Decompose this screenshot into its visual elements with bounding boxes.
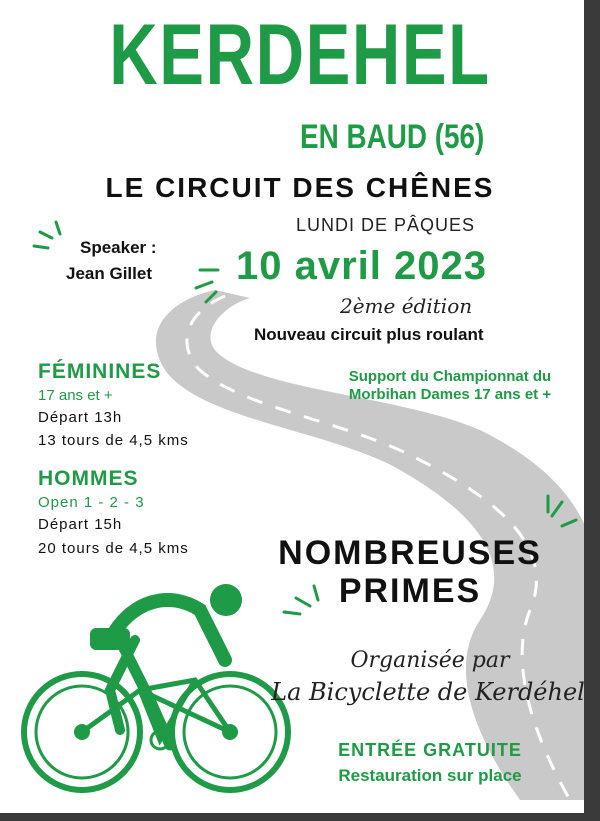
hommes-start: Départ 15h (38, 516, 123, 533)
speaker-name: Jean Gillet (66, 264, 152, 283)
event-date: 10 avril 2023 (236, 244, 487, 288)
food-info: Restauration sur place (338, 766, 522, 785)
event-day: LUNDI DE PÂQUES (296, 215, 476, 235)
hommes-laps: 20 tours de 4,5 kms (38, 540, 189, 557)
feminines-heading: FÉMININES (38, 360, 162, 383)
speaker-label: Speaker : (80, 238, 157, 257)
hommes-category: Open 1 - 2 - 3 (38, 494, 145, 511)
primes-banner: NOMBREUSES PRIMES (278, 534, 542, 610)
support-note: Support du Championnat du Morbihan Dames 17 ans et + (348, 368, 552, 403)
feminines-start: Départ 13h (38, 409, 123, 426)
entry-info: ENTRÉE GRATUITE (338, 740, 522, 760)
cyclist-illustration (24, 580, 288, 790)
circuit-name: LE CIRCUIT DES CHÊNES (105, 172, 495, 203)
edition-label: 2ème édition (340, 294, 473, 318)
hommes-heading: HOMMES (38, 467, 139, 490)
frame-edge-bottom (0, 813, 600, 821)
circuit-note: Nouveau circuit plus roulant (254, 325, 484, 344)
feminines-laps: 13 tours de 4,5 kms (38, 432, 189, 449)
organised-by-label: Organisée par (350, 648, 510, 673)
feminines-category: 17 ans et + (38, 387, 113, 404)
location-subtitle: EN BAUD (56) (300, 118, 485, 156)
poster-title: KERDEHEL (109, 7, 491, 103)
organiser-name: La Bicyclette de Kerdéhel (271, 678, 585, 706)
